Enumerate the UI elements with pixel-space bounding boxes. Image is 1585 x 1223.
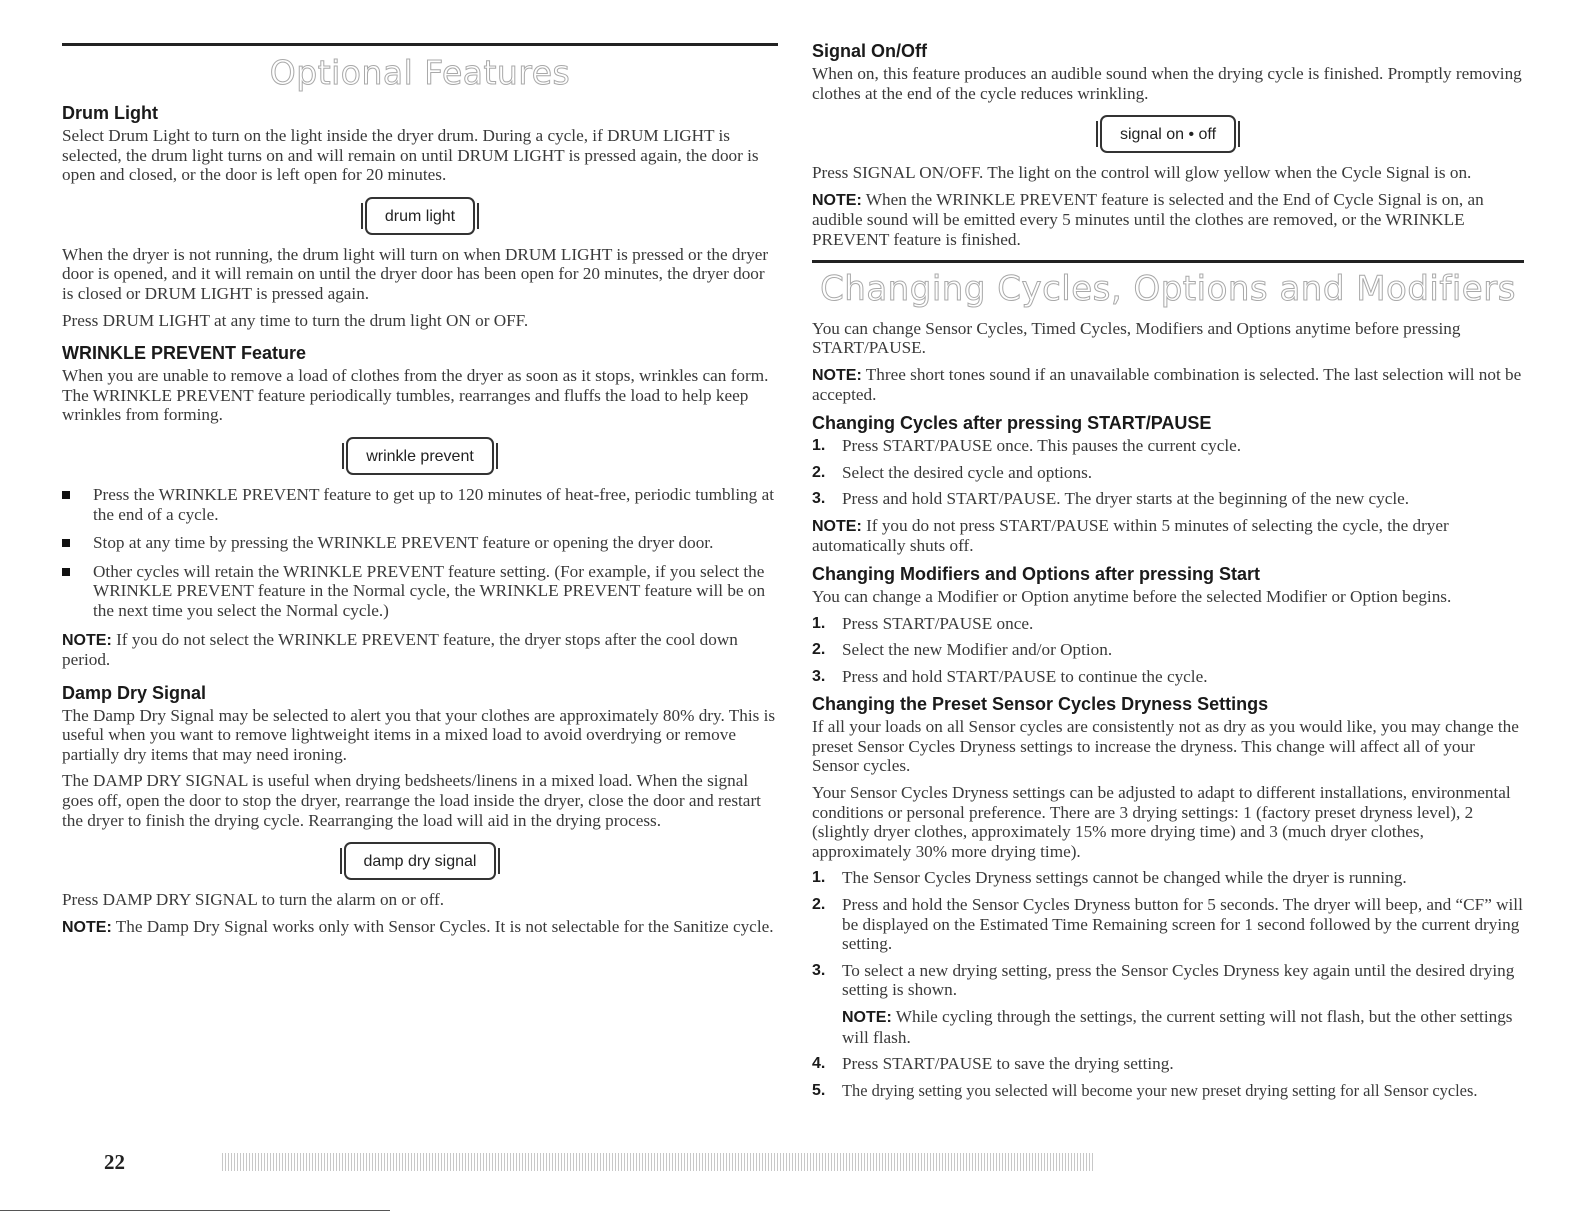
list-item: 3. Press and hold START/PAUSE to continue the cycle. <box>812 666 1208 686</box>
bullet-icon <box>62 568 70 576</box>
list-item: 2. Press and hold the Sensor Cycles Dryness button for 5 seconds. The dryer will beep, and “CF” will be displayed on the Estimated Time Remaining screen for 1 second followed by the current drying setting. <box>812 895 1523 954</box>
preset-step-note: NOTE: While cycling through the settings, the current setting will not flash, but the other settings will flash. <box>842 1007 1513 1047</box>
preset-heading: Changing the Preset Sensor Cycles Dryness Settings <box>812 694 1269 715</box>
list-item: Stop at any time by pressing the WRINKLE PREVENT feature or opening the dryer door. <box>62 533 778 553</box>
page-footer <box>62 1150 1492 1174</box>
drum-light-paragraph-2: When the dryer is not running, the drum light will turn on when DRUM LIGHT is pressed or the dryer door is opened, and it will remain on until the dryer door has been open for 20 minutes, the dryer door is closed or DRUM LIGHT is pressed again. <box>62 244 769 303</box>
wrinkle-prevent-paragraph: When you are unable to remove a load of clothes from the dryer as soon as it stops, wrinkles can form. The WRINKLE PREVENT feature periodically tumbles, rearranges and fluffs the load to help keep wrinkles from forming. <box>62 366 769 425</box>
drum-light-key-figure <box>62 197 778 235</box>
list-item: 1. Press START/PAUSE once. <box>812 613 1034 633</box>
damp-dry-paragraph: The Damp Dry Signal may be selected to alert you that your clothes are approximately 80% dry. This is useful when you want to remove lightweight items in a mixed load to avoid overdrying or remove partially dry items that may need ironing. <box>62 705 776 764</box>
signal-paragraph: When on, this feature produces an audible sound when the drying cycle is finished. Promptly removing clothes at the end of the cycle reduces wrinkling. <box>812 64 1522 103</box>
drum-light-heading: Drum Light <box>62 103 158 123</box>
drum-light-paragraph: Select Drum Light to turn on the light inside the dryer drum. During a cycle, if DRUM LIGHT is selected, the drum light turns on and will remain on until DRUM LIGHT is pressed again, the door is open and closed, or the door is left open for 20 minutes. <box>62 126 759 185</box>
list-item: Press the WRINKLE PREVENT feature to get up to 120 minutes of heat-free, periodic tumbling at the end of a cycle. <box>62 485 778 524</box>
footer-decorative-bar <box>222 1153 1094 1171</box>
damp-dry-paragraph-3: Press DAMP DRY SIGNAL to turn the alarm on or off. <box>62 890 445 910</box>
damp-dry-paragraph-2: The DAMP DRY SIGNAL is useful when drying bedsheets/linens in a mixed load. When the signal goes off, open the door to stop the dryer, rearrange the load inside the dryer, close the door and restart the dryer to finish the drying cycle. Rearranging the load will aid in the drying process. <box>62 771 761 830</box>
after-start-steps <box>812 436 1524 509</box>
list-item: 3. Press and hold START/PAUSE. The dryer starts at the beginning of the new cycle. <box>812 489 1410 509</box>
signal-key-figure <box>812 115 1524 153</box>
preset-paragraph-2: Your Sensor Cycles Dryness settings can be adjusted to adapt to different installations, environmental conditions or personal preference. There are 3 drying settings: 1 (factory preset dryness level), 2 (slightly dryer clothes, approximately 15% more drying time) and 3 (much dryer clothes, approximately 30% more drying time). <box>812 783 1511 861</box>
drum-light-paragraph-3: Press DRUM LIGHT at any time to turn the drum light ON or OFF. <box>62 310 529 330</box>
changing-intro: You can change Sensor Cycles, Timed Cycles, Modifiers and Options anytime before pressing START/PAUSE. <box>812 318 1461 358</box>
page-number: 22 <box>104 1150 125 1174</box>
preset-steps <box>812 868 1524 1100</box>
signal-on-off-key: signal on • off <box>1100 115 1236 153</box>
preset-paragraph: If all your loads on all Sensor cycles are consistently not as dry as you would like, you may change the preset Sensor Cycles Dryness settings to increase the dryness. This change will affect all of your Sensor cycles. <box>812 717 1519 776</box>
bottom-divider <box>0 1210 390 1211</box>
optional-features-title: Optional Features <box>269 53 571 92</box>
wrinkle-prevent-key: wrinkle prevent <box>346 437 494 475</box>
list-item: 1. The Sensor Cycles Dryness settings cannot be changed while the dryer is running. <box>812 868 1407 888</box>
damp-dry-signal-heading: Damp Dry Signal <box>62 682 207 703</box>
modifiers-steps <box>812 614 1524 687</box>
after-start-heading: Changing Cycles after pressing START/PAUSE <box>812 412 1212 433</box>
bullet-icon <box>62 491 70 499</box>
list-item: 2. Select the new Modifier and/or Option. <box>812 640 1113 660</box>
bullet-icon <box>62 539 70 547</box>
changing-cycles-title: Changing Cycles, Options and Modifiers <box>820 268 1516 309</box>
list-item: 2. Select the desired cycle and options. <box>812 462 1093 482</box>
after-start-note: NOTE: If you do not press START/PAUSE within 5 minutes of selecting the cycle, the dryer automatically shuts off. <box>812 515 1449 556</box>
signal-on-off-heading: Signal On/Off <box>812 41 927 61</box>
damp-dry-key-figure <box>62 842 778 880</box>
right-column <box>812 40 1524 1107</box>
wrinkle-prevent-bullets <box>62 485 778 621</box>
signal-paragraph-2: Press SIGNAL ON/OFF. The light on the control will glow yellow when the Cycle Signal is on. <box>812 163 1472 183</box>
wrinkle-prevent-heading: WRINKLE PREVENT Feature <box>62 343 307 364</box>
section-rule <box>812 260 1524 263</box>
modifiers-heading: Changing Modifiers and Options after pressing Start <box>812 563 1261 584</box>
left-column <box>62 0 778 944</box>
drum-light-key: drum light <box>365 197 475 235</box>
list-item: 3. To select a new drying setting, press the Sensor Cycles Dryness key again until the desired drying setting is shown. NOTE: While cycling through the settings, the current setting will not flash, but the other settings will flash. <box>812 961 1524 1047</box>
changing-intro-note: NOTE: Three short tones sound if an unavailable combination is selected. The last selection will not be accepted. <box>812 364 1522 405</box>
list-item: Other cycles will retain the WRINKLE PREVENT feature setting. (For example, if you select the WRINKLE PREVENT feature in the Normal cycle, the WRINKLE PREVENT feature will be on the next time you select the Normal cycle.) <box>62 562 778 621</box>
damp-dry-signal-key: damp dry signal <box>344 842 497 880</box>
list-item: 5. The drying setting you selected will become your new preset drying setting for all Sensor cycles. <box>812 1080 1478 1100</box>
section-rule <box>62 43 778 46</box>
damp-dry-note: NOTE: The Damp Dry Signal works only with Sensor Cycles. It is not selectable for the Sanitize cycle. <box>62 916 774 936</box>
list-item: 1. Press START/PAUSE once. This pauses the current cycle. <box>812 435 1242 455</box>
signal-note: NOTE: When the WRINKLE PREVENT feature is selected and the End of Cycle Signal is on, an audible sound will be emitted every 5 minutes until the clothes are removed, or the WRINKLE PREVENT feature is finished. <box>812 189 1484 249</box>
list-item: 4. Press START/PAUSE to save the drying setting. <box>812 1054 1174 1074</box>
wrinkle-prevent-note: NOTE: If you do not select the WRINKLE PREVENT feature, the dryer stops after the cool down period. <box>62 629 738 670</box>
wrinkle-prevent-key-figure <box>62 437 778 475</box>
modifiers-paragraph: You can change a Modifier or Option anytime before the selected Modifier or Option begins. <box>812 586 1452 606</box>
